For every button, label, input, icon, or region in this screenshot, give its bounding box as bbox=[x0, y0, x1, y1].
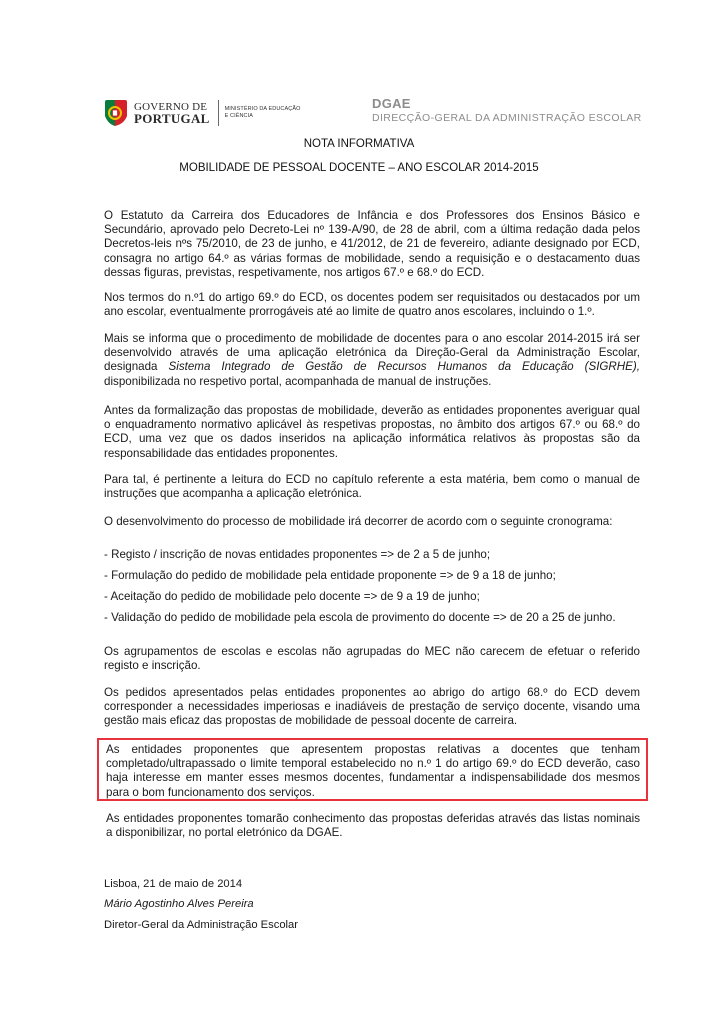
paragraph-highlighted: As entidades proponentes que apresentem propostas relativas a docentes que tenham completado/ultrapassado o limite temporal estabelecido no n.º 1 do artigo 69.º do ECD deverão, caso haja interesse em manter esses mesmos docentes, fundamentar a indispensabilidade dos mesmos para o bom funcionamento dos serviços. bbox=[106, 743, 640, 799]
paragraph-agrupamentos: Os agrupamentos de escolas e escolas não agrupadas do MEC não carecem de efetuar o referido registo e inscrição. bbox=[104, 645, 640, 673]
signatory-role: Diretor-Geral da Administração Escolar bbox=[104, 919, 298, 931]
schedule-item: - Registo / inscrição de novas entidades proponentes => de 2 a 5 de junho; bbox=[104, 548, 491, 561]
dgae-logo bbox=[372, 96, 642, 125]
schedule-item: - Aceitação do pedido de mobilidade pelo docente => de 9 a 19 de junho; bbox=[104, 590, 480, 603]
signatory-name: Mário Agostinho Alves Pereira bbox=[104, 898, 254, 910]
ministry-line2: E CIÊNCIA bbox=[224, 113, 254, 119]
gov-name-line2: PORTUGAL bbox=[134, 111, 210, 126]
dgae-acronym: DGAE bbox=[372, 96, 411, 111]
dgae-full-name: DIRECÇÃO-GERAL DA ADMINISTRAÇÃO ESCOLAR bbox=[372, 112, 642, 124]
ministry-line1: MINISTÉRIO DA EDUCAÇÃO bbox=[224, 106, 301, 112]
document-title: NOTA INFORMATIVA bbox=[303, 138, 415, 150]
procedimento-text-b: disponibilizada no respetivo portal, acompanhada de manual de instruções. bbox=[104, 374, 492, 388]
schedule-item: - Formulação do pedido de mobilidade pela entidade proponente => de 9 a 18 de junho; bbox=[104, 569, 556, 582]
logo-divider bbox=[218, 100, 219, 126]
portugal-emblem-icon bbox=[103, 98, 129, 128]
paragraph-procedimento bbox=[104, 332, 640, 389]
paragraph-estatuto: O Estatuto da Carreira dos Educadores de Infância e dos Professores dos Ensinos Básico e Secundário, aprovado pelo Decreto-Lei nº 139-A/90, de 28 de abril, com a última redação dada pelos Decretos-leis nºs 75/2010, de 23 de junho, e 41/2012, de 21 de fevereiro, adiante designado por ECD, consagra no artigo 64.º as várias formas de mobilidade, sendo a requisição e o destacamento duas dessas figuras, previstas, respetivamente, nos artigos 67.º e 68.º do ECD. bbox=[104, 209, 640, 279]
ministry-name bbox=[225, 106, 301, 120]
place-date: Lisboa, 21 de maio de 2014 bbox=[104, 878, 243, 890]
paragraph-cronograma-intro: O desenvolvimento do processo de mobilidade irá decorrer de acordo com o seguinte cronograma: bbox=[104, 515, 613, 528]
procedimento-text-a: Mais se informa que o procedimento de mobilidade de docentes para o ano escolar 2014-2015 irá ser desenvolvido através de uma aplicação eletrónica da Direção-Geral da Administração Escolar, designada bbox=[104, 332, 640, 374]
paragraph-pedidos: Os pedidos apresentados pelas entidades proponentes ao abrigo do artigo 68.º do ECD devem corresponder a necessidades imperiosas e inadiáveis de prestação de serviço docente, visando uma gestão mais eficaz das propostas de mobilidade de pessoal docente de carreira. bbox=[104, 686, 640, 728]
document-subtitle: MOBILIDADE DE PESSOAL DOCENTE – ANO ESCOLAR 2014-2015 bbox=[179, 162, 539, 174]
governo-portugal-logo bbox=[103, 96, 300, 130]
paragraph-leitura: Para tal, é pertinente a leitura do ECD no capítulo referente a esta matéria, bem como o manual de instruções que acompanha a aplicação eletrónica. bbox=[104, 473, 640, 501]
schedule-item: - Validação do pedido de mobilidade pela escola de provimento do docente => de 20 a 25 de junho. bbox=[104, 611, 616, 624]
paragraph-termos: Nos termos do n.º1 do artigo 69.º do ECD, os docentes podem ser requisitados ou destacados por um ano escolar, eventualmente prorrogáveis até ao limite de quatro anos escolares, incluindo o 1.º. bbox=[104, 291, 640, 319]
paragraph-listas: As entidades proponentes tomarão conhecimento das propostas deferidas através das listas nominais a disponibilizar, no portal eletrónico da DGAE. bbox=[106, 812, 640, 840]
government-name bbox=[134, 101, 210, 125]
paragraph-formalizacao: Antes da formalização das propostas de mobilidade, deverão as entidades proponentes averiguar qual o enquadramento normativo aplicável às respetivas propostas, no âmbito dos artigos 67.º ou 68.º do ECD, uma vez que os dados inseridos na aplicação informática relativos às propostas são da responsabilidade das entidades proponentes. bbox=[104, 404, 640, 460]
gov-name-line1: GOVERNO DE bbox=[134, 101, 208, 113]
sigrhe-name: Sistema Integrado de Gestão de Recursos Humanos da Educação (SIGRHE), bbox=[168, 360, 640, 374]
